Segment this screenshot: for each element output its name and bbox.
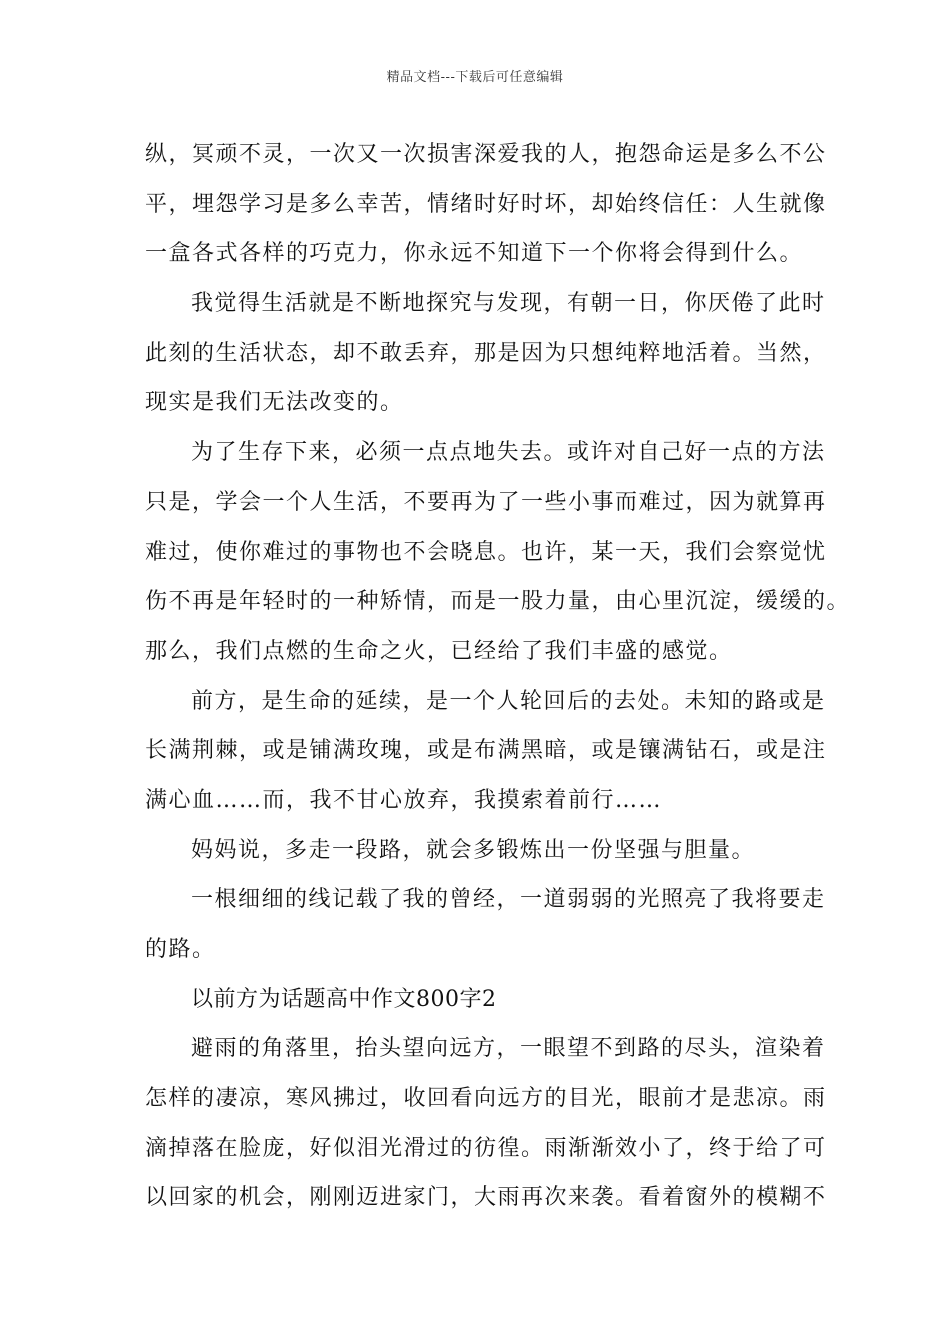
text-line: 的路。: [145, 937, 216, 962]
paragraph-start-line: 妈妈说，多走一段路，就会多锻炼出一份坚强与胆量。: [191, 837, 756, 863]
text-line: 现实是我们无法改变的。: [145, 390, 404, 416]
text-line: 一盒各式各样的巧克力，你永远不知道下一个你将会得到什么。: [145, 241, 804, 267]
text-line: 滴掉落在脸庞，好似泪光滑过的彷徨。雨渐渐效小了，终于给了可: [145, 1135, 827, 1161]
document-body: [145, 130, 851, 1223]
text-line: 怎样的凄凉，寒风拂过，收回看向远方的目光，眼前才是悲凉。雨: [145, 1086, 827, 1112]
text-line: 难过，使你难过的事物也不会晓息。也许，某一天，我们会察觉忧: [145, 539, 827, 565]
text-line: 伤不再是年轻时的一种矫情，而是一股力量，由心里沉淀，缓缓的。: [145, 589, 851, 615]
paragraph-start-line: 我觉得生活就是不断地探究与发现，有朝一日，你厌倦了此时: [191, 291, 826, 317]
text-line: 只是，学会一个人生活，不要再为了一些小事而难过，因为就算再: [145, 489, 827, 515]
page-header: 精品文档---下载后可任意编辑: [386, 70, 564, 85]
paragraph-start-line: 前方，是生命的延续，是一个人轮回后的去处。未知的路或是: [191, 688, 826, 714]
text-line: 平，埋怨学习是多么幸苦，情绪时好时坏，却始终信任：人生就像: [145, 191, 827, 217]
text-line: 以回家的机会，刚刚迈进家门，大雨再次来袭。看着窗外的模糊不: [145, 1185, 827, 1211]
paragraph-start-line: 为了生存下来，必须一点点地失去。或许对自己好一点的方法: [191, 440, 826, 466]
text-line: 满心血……而，我不甘心放弃，我摸索着前行……: [145, 787, 663, 813]
text-line: 纵，冥顽不灵，一次又一次损害深爱我的人，抱怨命运是多么不公: [145, 142, 827, 167]
paragraph-start-line: 避雨的角落里，抬头望向远方，一眼望不到路的尽头，渲染着: [191, 1036, 826, 1062]
text-line: 那么，我们点燃的生命之火，已经给了我们丰盛的感觉。: [145, 638, 733, 664]
text-line: 长满荆棘，或是铺满玫瑰，或是布满黑暗，或是镶满钻石，或是注: [145, 738, 827, 764]
section-title: 以前方为话题高中作文800字2: [191, 986, 497, 1012]
paragraph-start-line: 一根细细的线记载了我的曾经，一道弱弱的光照亮了我将要走: [191, 887, 826, 913]
text-line: 此刻的生活状态，却不敢丢弃，那是因为只想纯粹地活着。当然，: [145, 340, 827, 366]
